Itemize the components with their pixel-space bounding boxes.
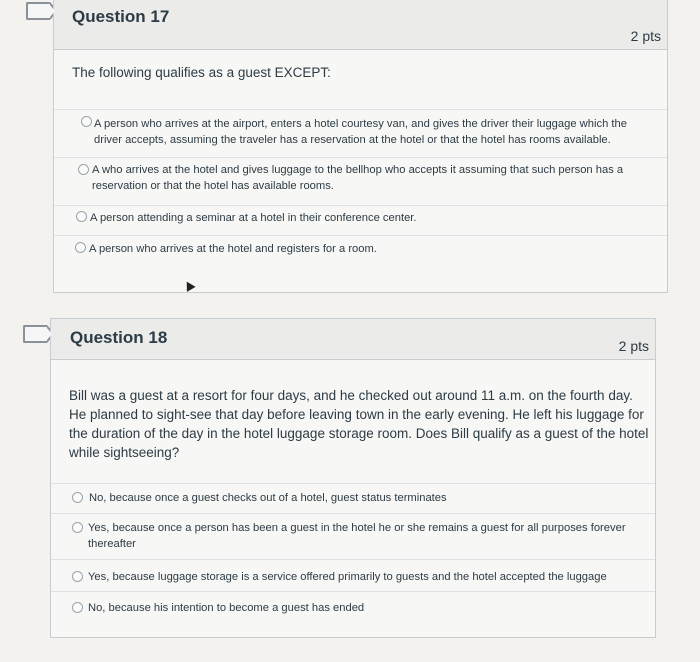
radio-icon[interactable]	[72, 571, 83, 582]
question-18-card	[50, 318, 656, 638]
answer-label: A person attending a seminar at a hotel in their conference center.	[90, 212, 417, 224]
answer-option[interactable]	[54, 235, 667, 266]
answer-label: A person who arrives at the hotel and registers for a room.	[89, 243, 377, 255]
flag-icon[interactable]	[23, 325, 47, 343]
question-18-header	[51, 319, 655, 360]
radio-icon[interactable]	[72, 492, 83, 503]
answer-option[interactable]	[51, 559, 655, 590]
answer-label: No, because his intention to become a guest has ended	[88, 602, 365, 614]
question-17-header	[54, 0, 667, 50]
answer-option[interactable]	[54, 157, 667, 202]
question-prompt: The following qualifies as a guest EXCEPT:	[72, 65, 331, 80]
answer-label: No, because once a guest checks out of a hotel, guest status terminates	[89, 492, 447, 504]
question-17-card	[53, 0, 668, 293]
answer-label: A who arrives at the hotel and gives luggage to the bellhop who accepts it assuming that such person has a reservation or that the hotel has available rooms.	[92, 164, 624, 192]
answer-option[interactable]	[51, 483, 655, 512]
answer-option[interactable]	[54, 205, 667, 236]
question-points: 2 pts	[630, 28, 661, 44]
answer-option[interactable]	[54, 109, 667, 154]
question-title: Question 18	[70, 328, 168, 347]
radio-icon[interactable]	[76, 211, 87, 222]
radio-icon[interactable]	[72, 602, 83, 613]
answer-label: A person who arrives at the airport, enters a hotel courtesy van, and gives the driver their luggage which the driver accepts, assuming the traveler has a reservation at the hotel or that the hotel has rooms available.	[94, 118, 627, 146]
answer-option[interactable]	[51, 513, 655, 560]
flag-icon[interactable]	[26, 2, 50, 20]
question-points: 2 pts	[618, 338, 649, 354]
radio-icon[interactable]	[81, 116, 92, 127]
radio-icon[interactable]	[75, 242, 86, 253]
answer-option[interactable]	[51, 591, 655, 622]
radio-icon[interactable]	[78, 164, 89, 175]
answer-label: Yes, because luggage storage is a service offered primarily to guests and the hotel accepted the luggage	[88, 571, 607, 583]
question-prompt: Bill was a guest at a resort for four days, and he checked out around 11 a.m. on the fourth day. He planned to sight-see that day before leaving town in the early evening. He left his luggage for the duration of the day in the hotel luggage storage room. Does Bill qualify as a guest of the hotel while sightseeing?	[69, 388, 649, 460]
question-title: Question 17	[72, 7, 170, 26]
answer-label: Yes, because once a person has been a guest in the hotel he or she remains a guest for all purposes forever thereafter	[88, 522, 626, 550]
radio-icon[interactable]	[72, 522, 83, 533]
